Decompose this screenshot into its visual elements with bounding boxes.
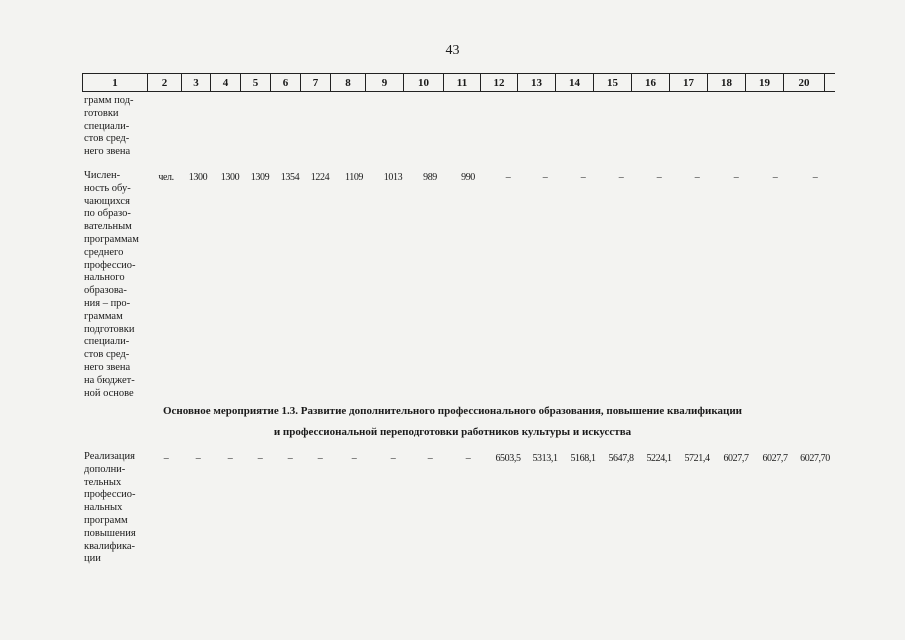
students-cell-11: 990 xyxy=(461,172,475,183)
header-cell-15: 15 xyxy=(594,74,632,91)
programs-cell-13: 5313,1 xyxy=(532,453,558,464)
programs-cell-6: – xyxy=(287,453,293,464)
students-cell-10: 989 xyxy=(423,172,437,183)
header-cell-13: 13 xyxy=(518,74,556,91)
students-cell-19: – xyxy=(772,172,778,183)
header-cell-2: 2 xyxy=(148,74,182,91)
header-cell-7: 7 xyxy=(301,74,331,91)
table-header-row xyxy=(82,73,835,92)
students-cell-4: 1300 xyxy=(220,172,240,183)
row-continuation-label: грамм под- готовки специали- стов сред- него звена xyxy=(84,95,134,158)
programs-cell-17: 5721,4 xyxy=(684,453,710,464)
programs-cell-14: 5168,1 xyxy=(570,453,596,464)
header-cell-9: 9 xyxy=(366,74,404,91)
programs-cell-7: – xyxy=(317,453,323,464)
row-programs-label: Реализация дополни- тельных профессио- нальных программ повышения квалифика- ции xyxy=(84,451,136,565)
students-cell-3: 1300 xyxy=(188,172,208,183)
header-cell-11: 11 xyxy=(444,74,481,91)
programs-cell-8: – xyxy=(351,453,357,464)
programs-cell-2: – xyxy=(163,453,169,464)
header-cell-17: 17 xyxy=(670,74,708,91)
students-cell-20: – xyxy=(812,172,818,183)
programs-cell-12: 6503,5 xyxy=(495,453,521,464)
header-cell-19: 19 xyxy=(746,74,784,91)
header-cell-16: 16 xyxy=(632,74,670,91)
students-cell-17: – xyxy=(694,172,700,183)
page-number: 43 xyxy=(445,43,460,58)
header-cell-3: 3 xyxy=(182,74,211,91)
students-cell-5: 1309 xyxy=(250,172,270,183)
header-cell-6: 6 xyxy=(271,74,301,91)
header-cell-14: 14 xyxy=(556,74,594,91)
students-cell-8: 1109 xyxy=(344,172,364,183)
students-cell-13: – xyxy=(542,172,548,183)
students-cell-7: 1224 xyxy=(310,172,330,183)
programs-cell-20: 6027,70 xyxy=(800,453,830,464)
header-cell-1: 1 xyxy=(83,74,148,91)
students-cell-14: – xyxy=(580,172,586,183)
programs-cell-15: 5647,8 xyxy=(608,453,634,464)
students-cell-12: – xyxy=(505,172,511,183)
header-cell-4: 4 xyxy=(211,74,241,91)
section-title-line-1: Основное мероприятие 1.3. Развитие дополнительного профессионального образования, повышение квалификации xyxy=(162,405,743,417)
header-cell-18: 18 xyxy=(708,74,746,91)
students-cell-18: – xyxy=(733,172,739,183)
programs-cell-16: 5224,1 xyxy=(646,453,672,464)
students-cell-2: чел. xyxy=(158,172,174,183)
students-cell-15: – xyxy=(618,172,624,183)
students-cell-9: 1013 xyxy=(383,172,403,183)
programs-cell-4: – xyxy=(227,453,233,464)
header-cell-12: 12 xyxy=(481,74,518,91)
programs-cell-18: 6027,7 xyxy=(723,453,749,464)
students-cell-6: 1354 xyxy=(280,172,300,183)
programs-cell-5: – xyxy=(257,453,263,464)
students-cell-16: – xyxy=(656,172,662,183)
programs-cell-9: – xyxy=(390,453,396,464)
programs-cell-10: – xyxy=(427,453,433,464)
programs-cell-3: – xyxy=(195,453,201,464)
section-title-line-2: и профессиональной переподготовки работников культуры и искусства xyxy=(273,426,632,438)
programs-cell-11: – xyxy=(465,453,471,464)
programs-cell-19: 6027,7 xyxy=(762,453,788,464)
row-students-label: Числен- ность обу- чающихся по образо- вательным программам среднего профессио- нального образова- ния – про- граммам подготовки специали- стов сред- него звена на бюджет- ной основе xyxy=(84,170,139,399)
header-cell-10: 10 xyxy=(404,74,444,91)
header-cell-20: 20 xyxy=(784,74,825,91)
header-cell-5: 5 xyxy=(241,74,271,91)
header-cell-8: 8 xyxy=(331,74,366,91)
